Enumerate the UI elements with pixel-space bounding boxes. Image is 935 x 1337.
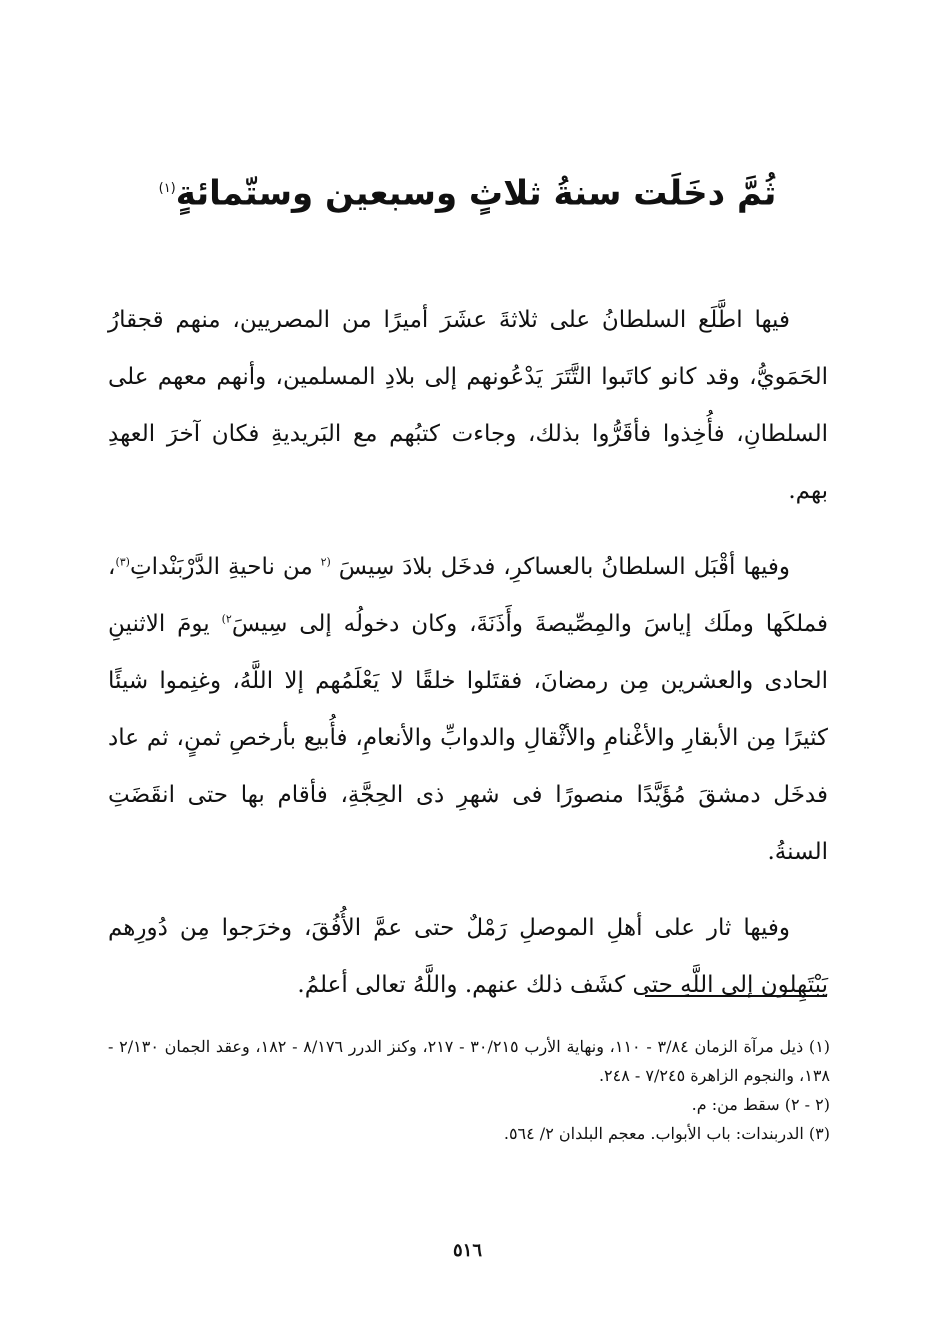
footnote-divider	[645, 995, 827, 997]
footnote-2: (٢ - ٢) سقط من: م.	[691, 1095, 830, 1114]
body-text	[108, 292, 828, 1033]
paragraph	[108, 292, 828, 520]
title-footnote-ref: (١)	[158, 180, 176, 196]
footnotes	[108, 1032, 830, 1148]
footnote-3: (٣) الدربندات: باب الأبواب. معجم البلدان ٢/ ٥٦٤.	[503, 1124, 830, 1143]
footnote-ref: ٢)	[221, 612, 232, 626]
paragraph-text: فيها اطَّلَع السلطانُ على ثلاثةَ عشَرَ أميرًا من المصريين، منهم قجقارُ الحَمَويُّ، وقد كانو كاتَبوا التَّتَرَ يَدْعُونهم إلى بلادِ المسلمين، وأنهم معهم على السلطانِ، فأُخِذوا فأقَرُّوا بذلك، وجاءت كتبُهم مع البَريديةِ فكان آخرَ العهدِ بهم.	[108, 307, 828, 504]
paragraph-text: من ناحيةِ الدَّرْبَنْداتِ	[129, 554, 321, 580]
paragraph-text: يومَ الاثنينِ الحادى والعشرين مِن رمضانَ، فقتَلوا خلقًا لا يَعْلَمُهم إلا اللَّهُ، وغنِموا شيئًا كثيرًا مِن الأبقارِ والأغْنامِ والأثْقالِ والدوابِّ والأنعامِ، فأُبيع بأرخصِ ثمنٍ، ثم عاد فدخَل دمشقَ مُؤَيَّدًا منصورًا فى شهرِ ذى الحِجَّةِ، فأقام بها حتى انقَضَتِ السنةُ.	[108, 611, 828, 865]
paragraph-text: وفيها أقْبَل السلطانُ بالعساكرِ، فدخَل بلادَ سِيسَ	[330, 554, 791, 580]
paragraph-text: وفيها ثار على أهلِ الموصلِ رَمْلٌ حتى عمَّ الأُفُقَ، وخرَجوا مِن دُورِهم يَبْتَهِلون إلى اللَّهِ حتى كشَف ذلك عنهم. واللَّهُ تعالى أعلمُ.	[108, 915, 828, 998]
paragraph	[108, 539, 828, 881]
footnote-ref: (٣)	[115, 555, 130, 569]
chapter-title	[100, 159, 835, 223]
paragraph-text: ، فملكَها وملَك إياسَ والمِصِّيصةَ وأَذَنَةَ، وكان دخولُه إلى سِيسَ	[108, 554, 828, 637]
chapter-title-text: ثُمَّ دخَلَت سنةُ ثلاثٍ وسبعين وستّمائةٍ	[175, 173, 777, 214]
page-number: ٥١٦	[452, 1240, 482, 1261]
footnote-ref: (٢	[320, 555, 331, 569]
footnote-1: (١) ذيل مرآة الزمان ٣/٨٤ - ١١٠، ونهاية الأرب ٣٠/٢١٥ - ٢١٧، وكنز الدرر ٨/١٧٦ - ١٨٢، وعقد الجمان ٢/١٣٠ - ١٣٨، والنجوم الزاهرة ٧/٢٤٥ - ٢٤٨.	[108, 1037, 831, 1085]
